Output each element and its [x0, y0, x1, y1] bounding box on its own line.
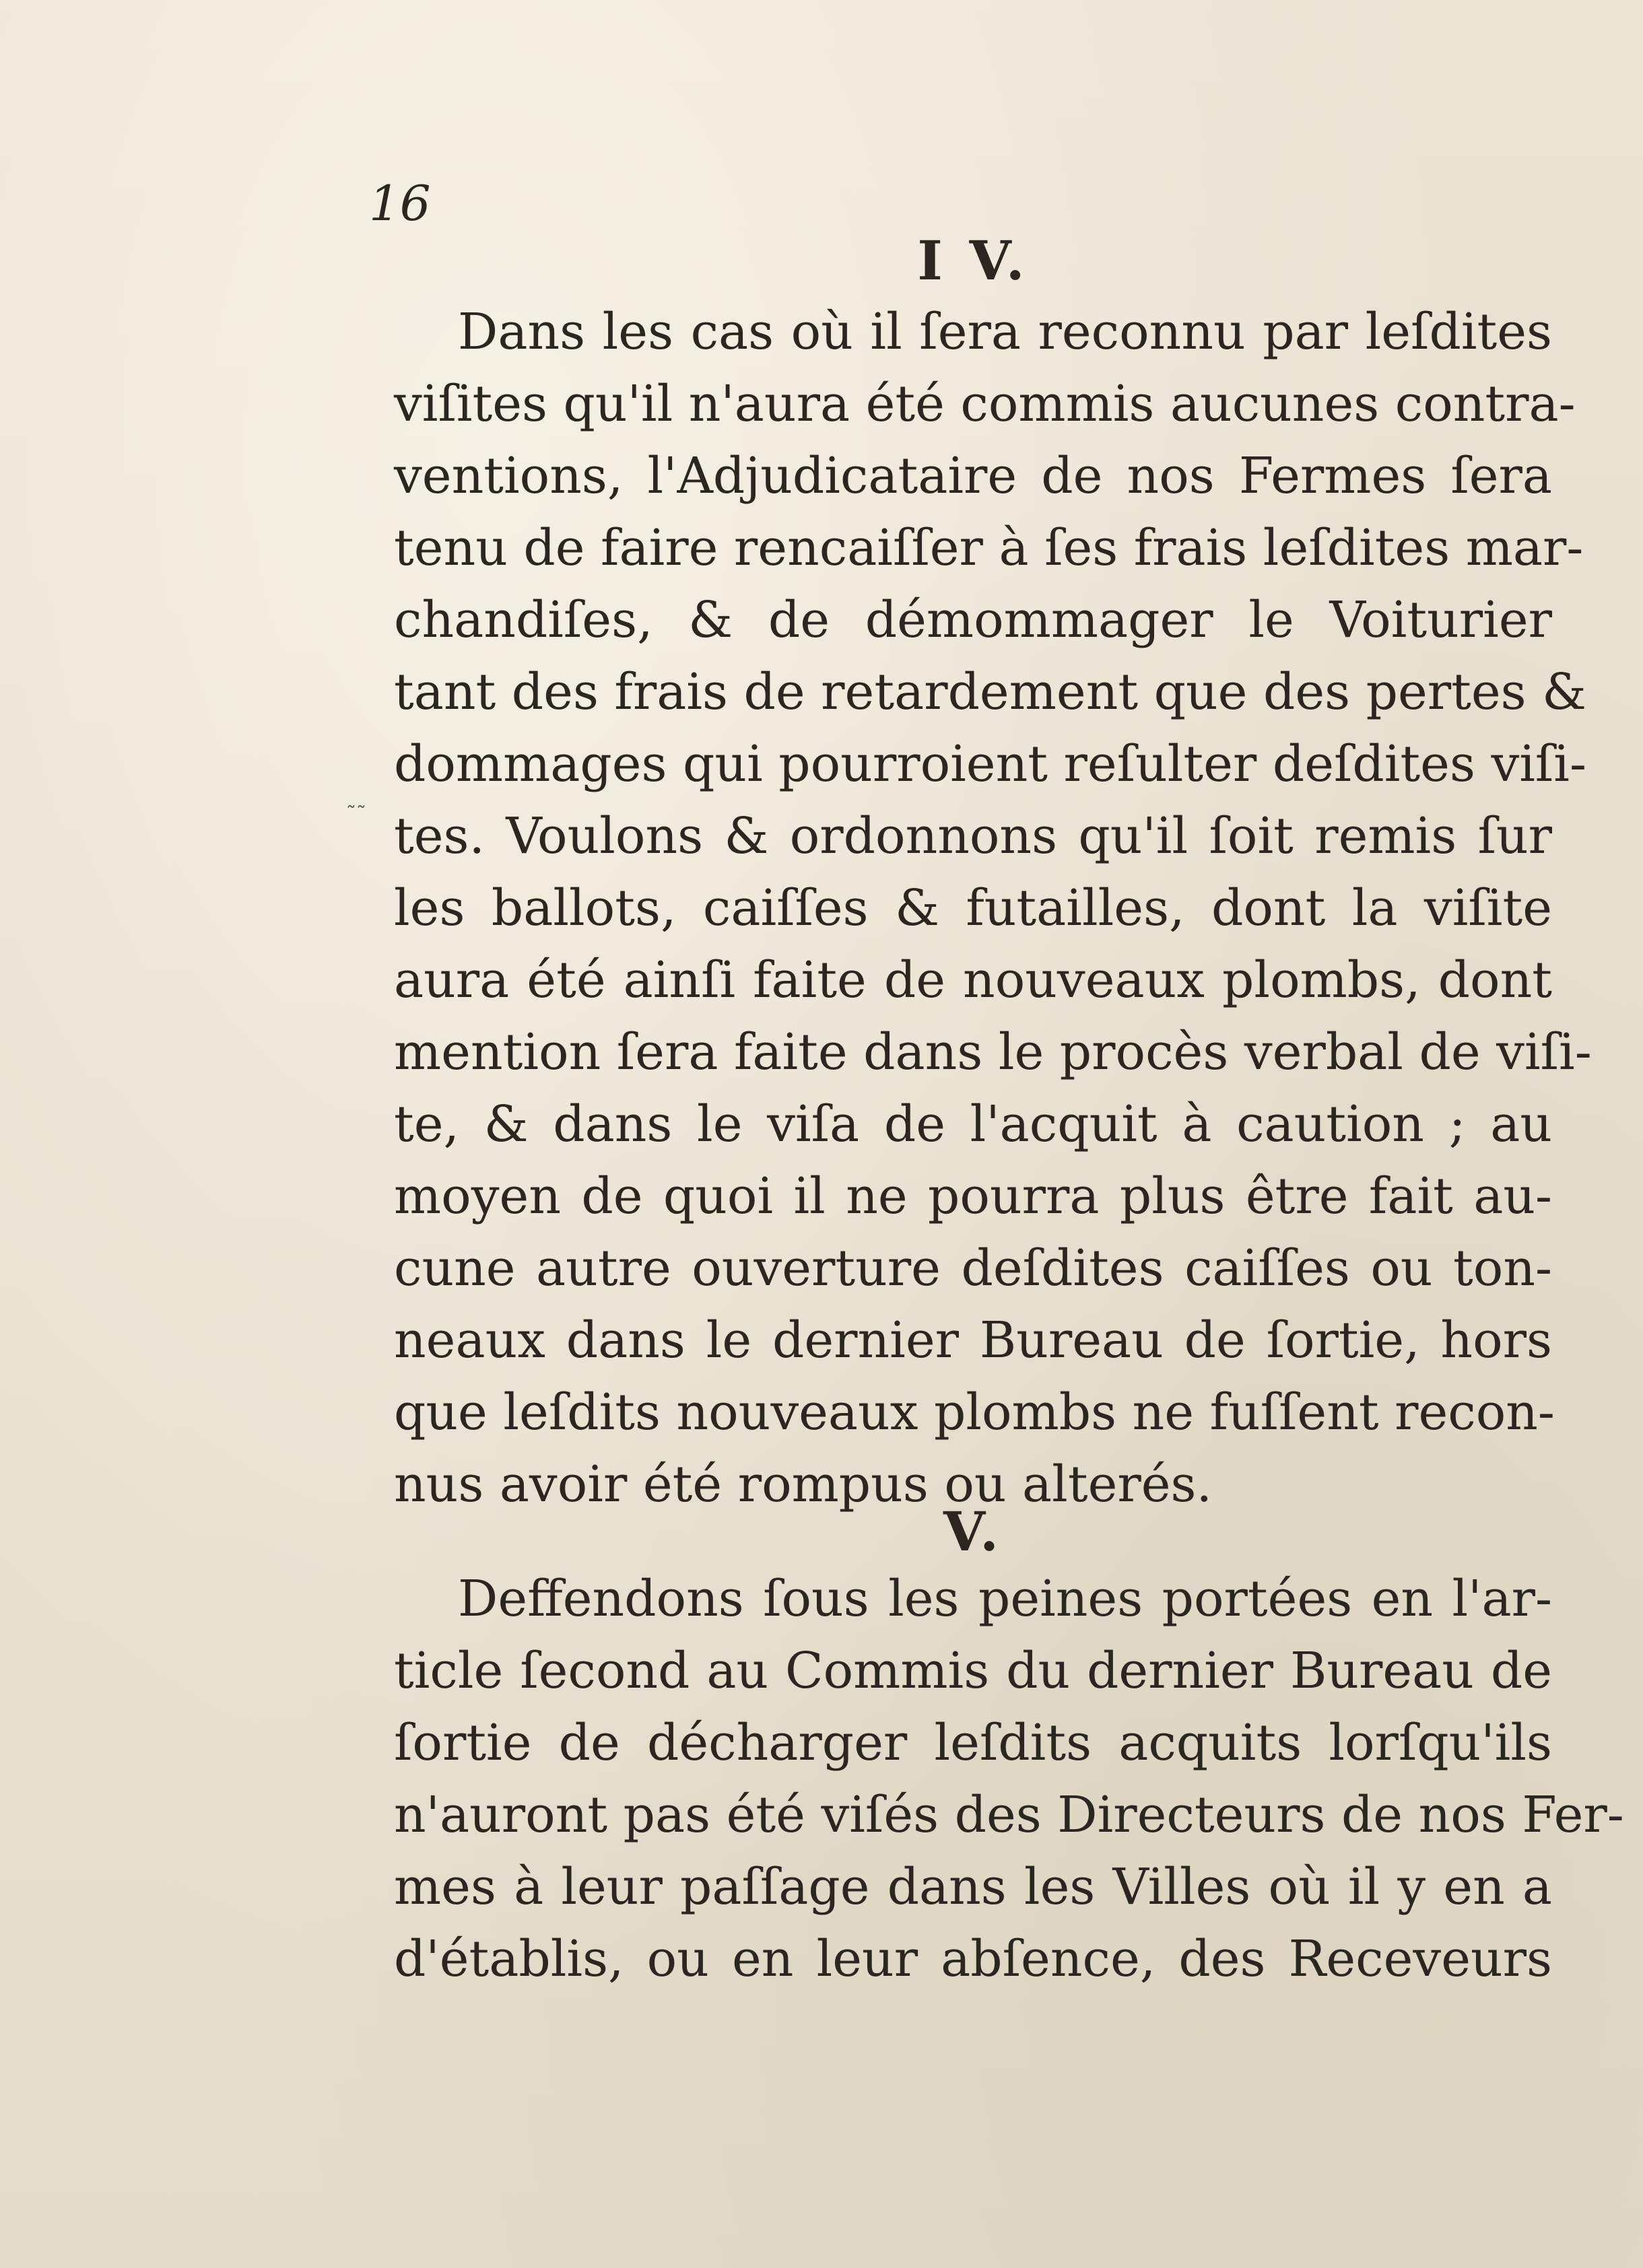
text-line: d'établis, ou en leur abſence, des Receveurs	[394, 1930, 1552, 1988]
paragraph-v	[394, 1563, 1624, 1995]
section-heading-v: V.	[943, 1500, 1003, 1563]
text-line: dommages qui pourroient reſulter deſdites viſi-	[394, 735, 1586, 793]
text-line: tant des frais de retardement que des pertes &	[394, 663, 1587, 721]
margin-ink-mark: ˜˜	[346, 802, 366, 826]
text-line: moyen de quoi il ne pourra plus être fait au-	[394, 1167, 1552, 1225]
text-line: n'auront pas été viſés des Directeurs de nos Fer-	[394, 1786, 1624, 1844]
text-line: que leſdits nouveaux plombs ne fuſſent recon-	[394, 1383, 1555, 1441]
text-line: Dans les cas où il ſera reconnu par leſdites	[458, 303, 1552, 361]
text-line: te, & dans le viſa de l'acquit à caution ; au	[394, 1095, 1552, 1153]
text-line: ventions, l'Adjudicataire de nos Fermes ſera	[394, 447, 1552, 505]
text-line: ſortie de décharger leſdits acquits lorſqu'ils	[394, 1714, 1552, 1772]
text-line: chandiſes, & de démommager le Voiturier	[394, 591, 1552, 649]
text-line: tes. Voulons & ordonnons qu'il ſoit remis ſur	[394, 807, 1552, 865]
text-line: mention ſera faite dans le procès verbal de viſi-	[394, 1023, 1592, 1081]
text-line: tenu de faire rencaiſſer à ſes frais leſdites mar-	[394, 519, 1584, 577]
text-line: neaux dans le dernier Bureau de ſortie, hors	[394, 1311, 1552, 1369]
paragraph-iv	[394, 296, 1592, 1521]
text-line: Deffendons ſous les peines portées en l'ar-	[458, 1570, 1552, 1628]
section-heading-iv: I V.	[917, 229, 1029, 292]
text-line: mes à leur paſſage dans les Villes où il y en a	[394, 1858, 1552, 1916]
text-line: aura été ainſi faite de nouveaux plombs, dont	[394, 951, 1552, 1009]
page-number: 16	[369, 175, 431, 232]
text-line: viſites qu'il n'aura été commis aucunes contra-	[394, 375, 1576, 433]
text-line: les ballots, caiſſes & futailles, dont la viſite	[394, 879, 1552, 937]
text-line: ticle ſecond au Commis du dernier Bureau de	[394, 1642, 1552, 1700]
text-line: cune autre ouverture deſdites caiſſes ou ton-	[394, 1239, 1552, 1297]
text-line: nus avoir été rompus ou alterés.	[394, 1455, 1213, 1513]
